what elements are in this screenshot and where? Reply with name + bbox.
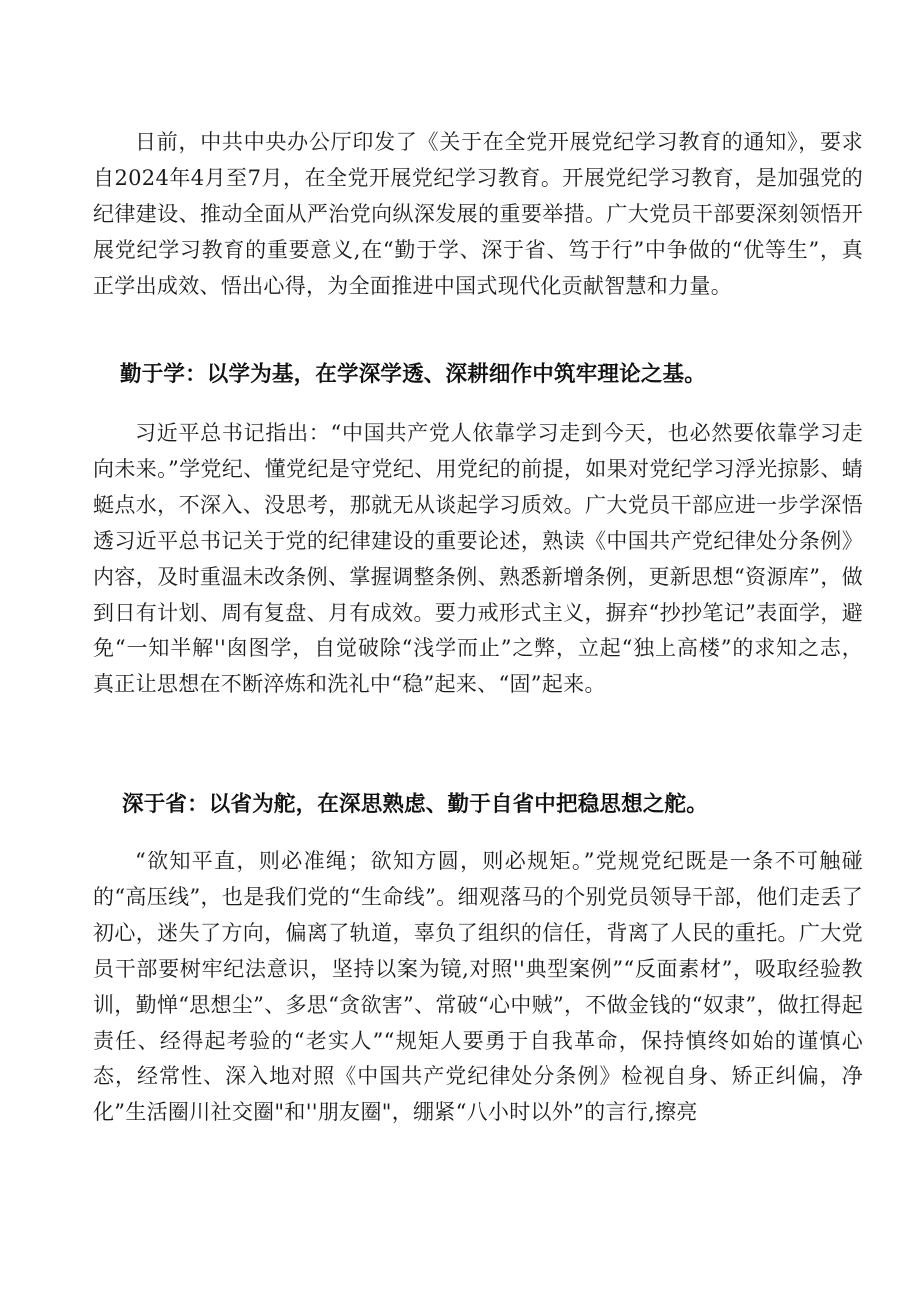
section-body-study: 习近平总书记指出：“中国共产党人依靠学习走到今天，也必然要依靠学习走向未来。”学党纪、懂党纪是守党纪、用党纪的前提，如果对党纪学习浮光掠影、蜻蜓点水，不深入、没思考，那就无从谈起学习质效。广大党员干部应进一步学深悟透习近平总书记关于党的纪律建设的重要论述，熟读《中国共产党纪律处分条例》内容，及时重温未改条例、掌握调整条例、熟悉新增条例，更新思想“资源库”，做到日有计划、周有复盘、月有成效。要力戒形式主义，摒弃“抄抄笔记”表面学，避免“一知半解''囱图学，自觉破除“浅学而止”之弊，立起“独上高楼”的求知之志，真正让思想在不断淬炼和洗礼中“稳”起来、“固”起来。 <box>93 421 863 697</box>
section-heading-reflect: 深于省：以省为舵，在深思熟虑、勤于自省中把稳思想之舵。 <box>122 792 708 817</box>
intro-paragraph: 日前，中共中央办公厅印发了《关于在全党开展党纪学习教育的通知》，要求自2024年4月至7月，在全党开展党纪学习教育。开展党纪学习教育，是加强党的纪律建设、推动全面从严治党向纵深发展的重要举措。广大党员干部要深刻领悟开展党纪学习教育的重要意义,在“勤于学、深于省、笃于行”中争做的“优等生”，真正学出成效、悟出心得，为全面推进中国式现代化贡献智慧和力量。 <box>93 130 863 298</box>
section-heading-study: 勤于学：以学为基，在学深学透、深耕细作中筑牢理论之基。 <box>120 362 706 387</box>
section-body-reflect: “欲知平直，则必准绳；欲知方圆，则必规矩。”党规党纪既是一条不可触碰的“高压线”，也是我们党的“生命线”。细观落马的个别党员领导干部，他们走丢了初心，迷失了方向，偏离了轨道，辜负了组织的信任，背离了人民的重托。广大党员干部要树牢纪法意识，坚持以案为镜,对照''典型案例”“反面素材”，吸取经验教训，勤惮“思想尘”、多思“贪欲害”、常破“心中贼”，不做金钱的“奴隶”，做扛得起责任、经得起考验的“老实人”“规矩人要勇于自我革命，保持慎终如始的谨慎心态，经常性、深入地对照《中国共产党纪律处分条例》检视自身、矫正纠偏，净化”生活圈川社交圈"和''朋友圈"，绷紧“八小时以外”的言行,擦亮 <box>93 849 863 1125</box>
